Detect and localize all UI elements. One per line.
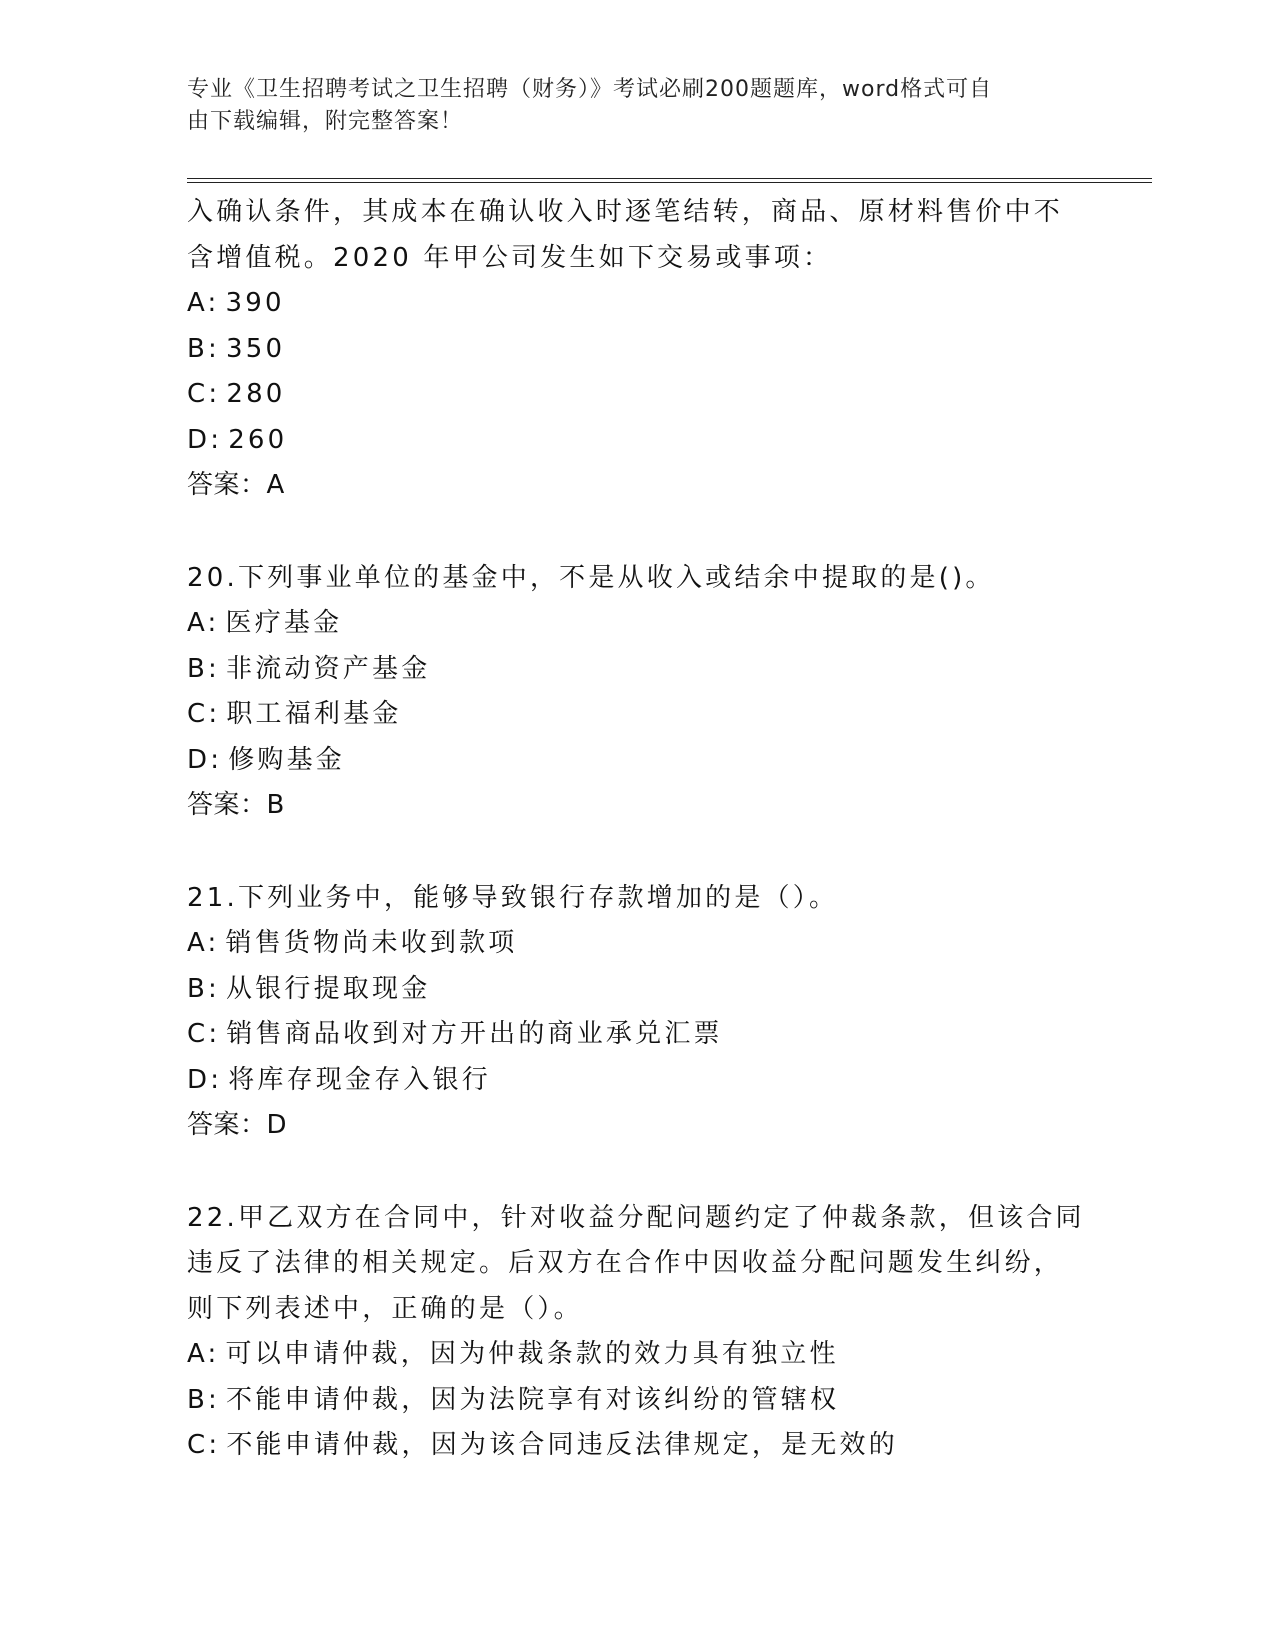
- option-c: [187, 1423, 1087, 1469]
- option-text: 390: [225, 288, 285, 318]
- option-label: D:: [187, 1064, 223, 1095]
- option-d: [187, 738, 1087, 784]
- header-divider: [187, 178, 1152, 183]
- answer-line: 答案：A: [187, 470, 285, 500]
- option-a: [187, 921, 1087, 967]
- option-text: 非流动资产基金: [226, 653, 431, 684]
- option-text: 280: [226, 379, 286, 409]
- continued-text-line: 含增值税。2020 年甲公司发生如下交易或事项：: [187, 242, 833, 273]
- question-20: [187, 556, 1087, 829]
- option-b: [187, 327, 1087, 373]
- option-text: 医疗基金: [225, 608, 343, 638]
- option-label: A:: [187, 288, 220, 318]
- option-text: 350: [226, 333, 286, 364]
- option-c: [187, 1012, 1087, 1058]
- question-stem: 违反了法律的相关规定。后双方在合作中因收益分配问题发生纠纷，: [187, 1248, 1064, 1278]
- option-d: [187, 1058, 1087, 1104]
- option-label: A:: [187, 1339, 220, 1369]
- question-stem: 21.下列业务中，能够导致银行存款增加的是（）。: [187, 882, 839, 913]
- option-label: C:: [187, 1019, 221, 1049]
- option-text: 260: [228, 424, 288, 455]
- option-a: [187, 281, 1087, 327]
- option-d: [187, 418, 1087, 464]
- option-label: D:: [187, 424, 223, 455]
- document-body: [187, 190, 1087, 1469]
- question-stem: 则下列表述中，正确的是（）。: [187, 1293, 583, 1324]
- option-label: A:: [187, 608, 220, 638]
- option-label: D:: [187, 744, 223, 775]
- option-label: A:: [187, 928, 220, 958]
- question-21: [187, 876, 1087, 1149]
- option-a: [187, 601, 1087, 647]
- option-label: B:: [187, 653, 220, 684]
- option-text: 修购基金: [228, 744, 345, 775]
- option-label: C:: [187, 699, 221, 729]
- option-text: 从银行提取现金: [226, 973, 431, 1004]
- page-header: [187, 74, 1067, 138]
- option-a: [187, 1332, 1087, 1378]
- option-label: C:: [187, 379, 221, 409]
- option-b: [187, 647, 1087, 693]
- continued-question: [187, 190, 1087, 509]
- option-b: [187, 967, 1087, 1013]
- continued-text-line: 入确认条件，其成本在确认收入时逐笔结转，商品、原材料售价中不: [187, 197, 1064, 227]
- option-text: 可以申请仲裁，因为仲裁条款的效力具有独立性: [225, 1339, 839, 1369]
- option-text: 将库存现金存入银行: [228, 1064, 491, 1095]
- option-c: [187, 692, 1087, 738]
- option-b: [187, 1378, 1087, 1424]
- option-text: 不能申请仲裁，因为该合同违反法律规定，是无效的: [226, 1430, 898, 1460]
- question-stem: 20.下列事业单位的基金中，不是从收入或结余中提取的是()。: [187, 562, 995, 593]
- option-label: B:: [187, 973, 220, 1004]
- question-22: [187, 1196, 1087, 1469]
- option-label: B:: [187, 333, 220, 364]
- question-stem: 22.甲乙双方在合同中，针对收益分配问题约定了仲裁条款，但该合同: [187, 1202, 1085, 1233]
- option-text: 职工福利基金: [226, 699, 402, 729]
- header-line-1: 专业《卫生招聘考试之卫生招聘（财务）》考试必刷200题题库，word格式可自: [187, 77, 993, 102]
- option-text: 销售货物尚未收到款项: [225, 928, 518, 958]
- answer-line: 答案：B: [187, 790, 285, 820]
- option-text: 销售商品收到对方开出的商业承兑汇票: [226, 1019, 723, 1049]
- answer-line: 答案：D: [187, 1110, 288, 1140]
- header-line-2: 由下载编辑，附完整答案！: [187, 109, 464, 134]
- option-text: 不能申请仲裁，因为法院享有对该纠纷的管辖权: [226, 1384, 840, 1415]
- option-label: C:: [187, 1430, 221, 1460]
- option-label: B:: [187, 1384, 220, 1415]
- option-c: [187, 372, 1087, 418]
